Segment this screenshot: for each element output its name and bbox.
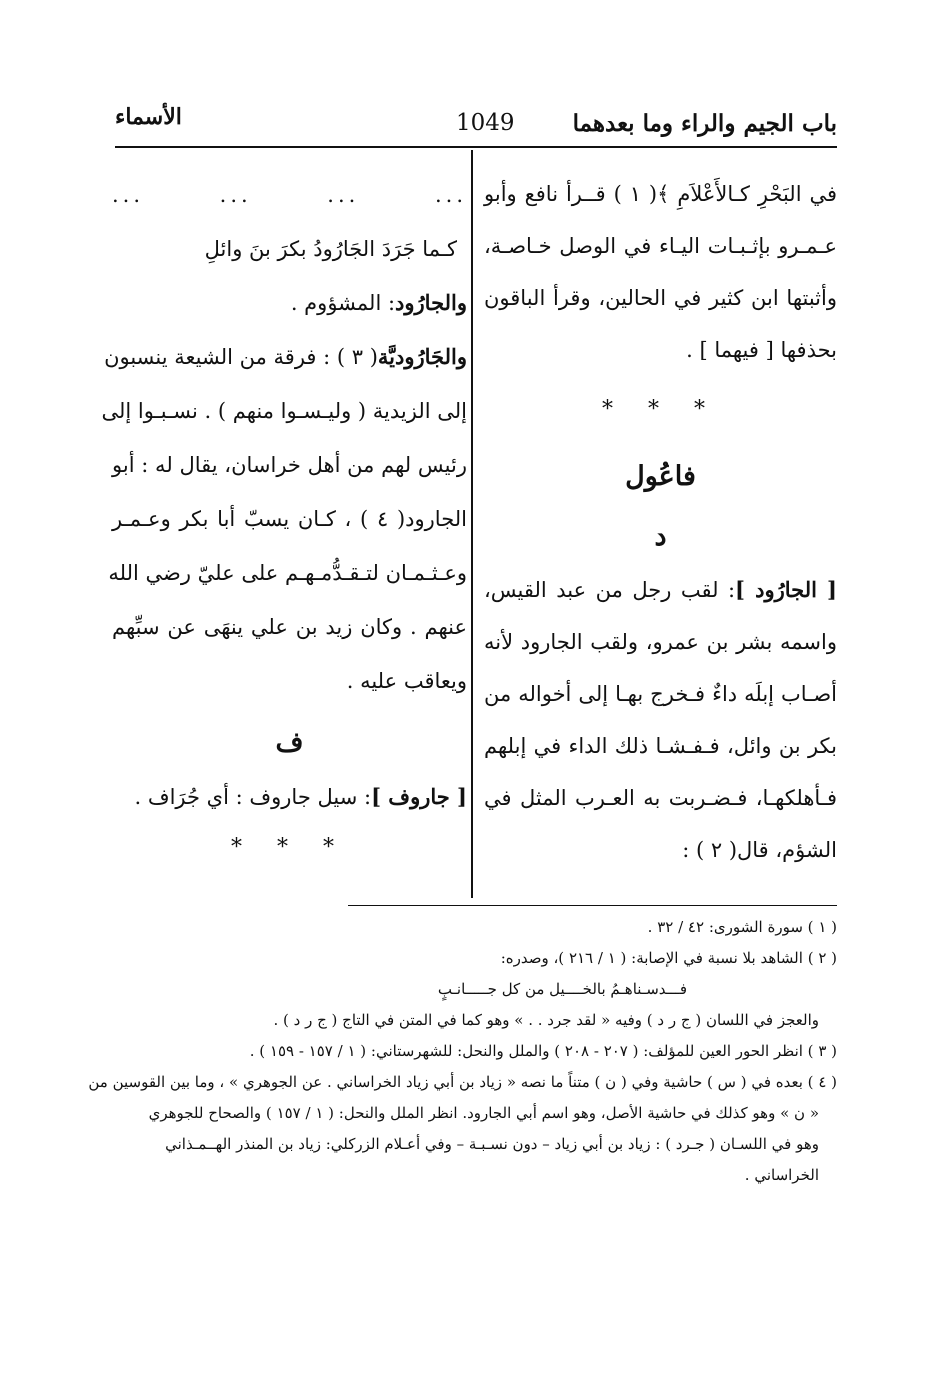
definition-headword: والجَارُوديَّة xyxy=(377,344,467,369)
entry-line xyxy=(484,564,837,616)
entry-text: : سيل جاروف : أي جُرَاف . xyxy=(134,785,372,809)
entry-headword: [ جاروف ] xyxy=(371,784,467,809)
running-header-chapter: باب الجيم والراء وما بعدهما xyxy=(572,110,837,137)
definition-headword: والجارُود xyxy=(395,290,467,315)
entry-headword: [ الجارُود ] xyxy=(735,577,837,602)
definition-text: : المشؤوم . xyxy=(290,291,396,315)
text-line: في البَحْرِ كـالأَعْلاَمِ ﴾( ١ ) قــرأ نافع وأبو xyxy=(484,182,837,206)
footnote-line: الخراساني . xyxy=(744,1166,819,1184)
text-line: إلى الزيدية ( وليـسـوا منهم ) . نسـبـوا إلى xyxy=(101,399,467,423)
pattern-heading: فاعُول xyxy=(625,461,696,492)
text-line: وعـثـمـان لتـقـدُّمـهـم على عليّ رضي الله xyxy=(108,561,467,585)
text-line: بكر بن وائل، فـفـشـا ذلك الداء في إبلهم xyxy=(484,734,837,758)
letter-heading: د xyxy=(654,521,667,552)
footnote-line: وهو في اللسـان ( جـرد ) : زياد بن أبي زياد – دون نسـبـة – وفي أعـلام الزركلي: زياد بن المنذر الهــمـذاني xyxy=(165,1135,819,1153)
left-column xyxy=(101,168,467,872)
running-header-section: الأسماء xyxy=(115,104,182,130)
entry-line xyxy=(112,770,467,824)
text-line: فـأهلكهـا، فـضـربت به العـرب المثل في xyxy=(484,786,837,810)
text-line: عـمـرو بإثـبـات اليـاء في الوصل خـاصـة، xyxy=(484,234,837,258)
footnote-line: ( ٤ ) بعده في ( س ) حاشية وفي ( ن ) متناً ما نصه « زياد بن أبي زياد الخراساني . عن الجوهري » ، وما بين القوسين من xyxy=(88,1073,837,1091)
footnote-line: والعجز في اللسان ( ج ر د ) وفيه « لقد جرد . . » وهو كما في المتن في التاج ( ج ر د ) . xyxy=(273,1011,819,1029)
definition-line xyxy=(112,276,467,330)
definition-line xyxy=(104,330,467,384)
text-line: الجارود( ٤ ) ، كـان يسبّ أبا بكر وعـمـر xyxy=(112,507,467,531)
text-line: أصـاب إبلَه داءٌ فـخرج بهـا إلى أخواله من xyxy=(484,682,837,706)
footnote-line: ( ١ ) سورة الشورى: ٤٢ / ٣٢ . xyxy=(647,918,837,936)
column-divider xyxy=(471,150,473,898)
verse-line: كـما جَرَدَ الجَارُودُ بكرَ بنَ وائلِ xyxy=(204,237,457,261)
separator-asterisks: * * * xyxy=(231,835,348,860)
text-line: بحذفها [ فيهما ] . xyxy=(686,338,837,362)
text-line: وأثبتها ابن كثير في الحالين، وقرأ الباقون xyxy=(484,286,837,310)
entry-text: : لقب رجل من عبد القيس، xyxy=(484,578,736,602)
text-line: رئيس لهم من أهل خراسان، يقال له : أبو xyxy=(112,453,467,477)
footnote-line: ( ٢ ) الشاهد بلا نسبة في الإصابة: ( ١ / ٢١٦ )، وصدره: xyxy=(500,949,837,967)
separator-asterisks: * * * xyxy=(602,397,719,422)
footnotes xyxy=(88,912,837,1191)
header-rule xyxy=(115,146,837,148)
right-column xyxy=(484,168,837,876)
footnote-line: ( ٣ ) انظر الحور العين للمؤلف: ( ٢٠٧ - ٢٠٨ ) والملل والنحل: للشهرستاني: ( ١ / ١٥٧ - ١٥٩ ) . xyxy=(249,1042,837,1060)
letter-heading: ف xyxy=(275,727,304,758)
ellipsis-line: ... ... ... ... xyxy=(112,183,467,207)
footnote-verse: فـــدسـناهـمُ بالخــــيل من كل جـــــانـبٍ xyxy=(437,980,687,998)
text-line: عنهم . وكان زيد بن علي ينهَى عن سبِّهم xyxy=(112,615,467,639)
text-line: الشؤم، قال( ٢ ) : xyxy=(682,838,837,862)
text-line: واسمه بشر بن عمرو، ولقب الجارود لأنه xyxy=(484,630,837,654)
text-line: ويعاقب عليه . xyxy=(346,669,467,693)
page-number: 1049 xyxy=(456,110,515,136)
footnote-rule xyxy=(348,905,837,906)
definition-text: ( ٣ ) : فرقة من الشيعة ينسبون xyxy=(104,345,378,369)
footnote-line: « ن » وهو كذلك في حاشية الأصل، وهو اسم أبي الجارود. انظر الملل والنحل: ( ١ / ١٥٧ ) والصحاح للجوهري xyxy=(148,1104,819,1122)
